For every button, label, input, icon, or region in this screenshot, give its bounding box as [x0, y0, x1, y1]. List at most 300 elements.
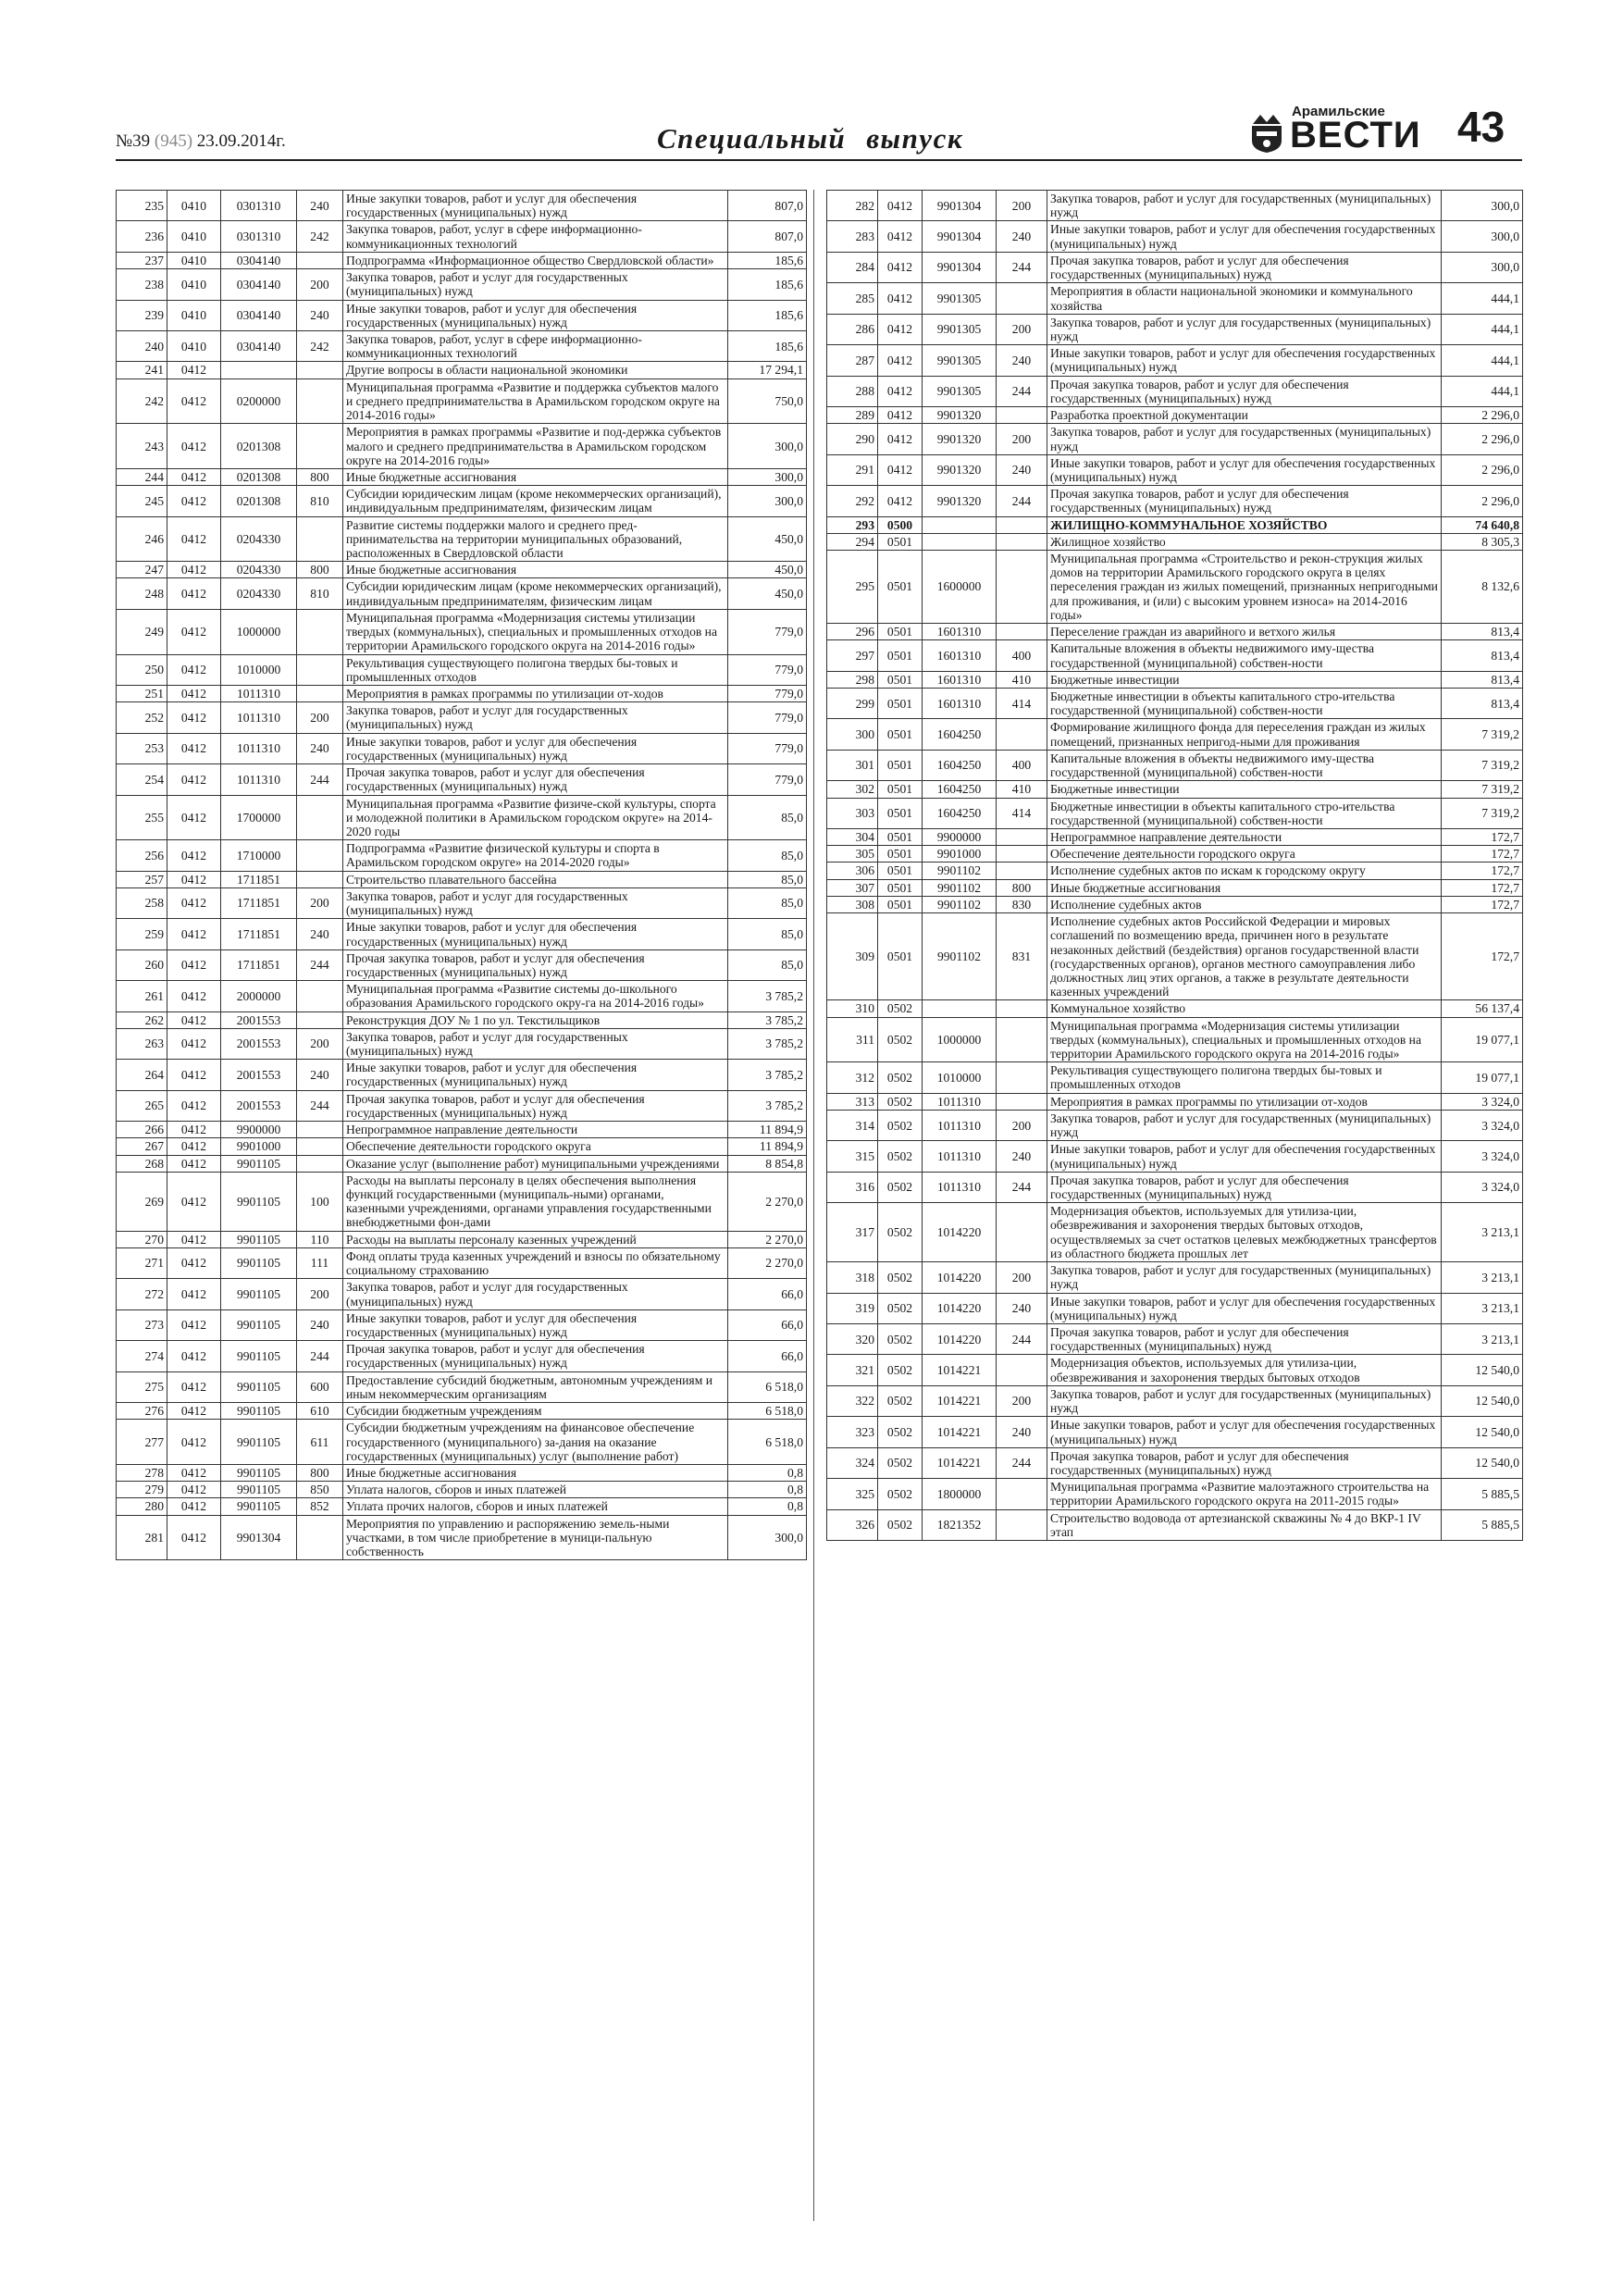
- target-code-cell: 0301310: [221, 221, 297, 252]
- expense-type-cell: 200: [297, 269, 343, 300]
- target-code-cell: 1600000: [923, 551, 997, 624]
- row-number-cell: 238: [117, 269, 167, 300]
- row-number-cell: 304: [827, 828, 878, 845]
- amount-cell: 172,7: [1442, 879, 1523, 896]
- target-code-cell: 9901304: [221, 1515, 297, 1560]
- expense-type-cell: 200: [997, 191, 1047, 221]
- amount-cell: 450,0: [728, 562, 807, 578]
- section-code-cell: 0412: [167, 1515, 221, 1560]
- row-number-cell: 300: [827, 719, 878, 750]
- amount-cell: 300,0: [1442, 191, 1523, 221]
- table-row: [827, 1509, 1523, 1540]
- item-name-cell: Строительство плавательного бассейна: [343, 871, 728, 887]
- expense-type-cell: 800: [297, 468, 343, 485]
- target-code-cell: 9901105: [221, 1279, 297, 1309]
- target-code-cell: 1011310: [923, 1172, 997, 1202]
- row-number-cell: 318: [827, 1262, 878, 1293]
- section-code-cell: 0502: [878, 1385, 923, 1416]
- target-code-cell: 9901305: [923, 345, 997, 376]
- item-name-cell: Муниципальная программа «Развитие физиче-ской культуры, спорта и молодежной политики в Арамильском городском округе» на 2014-2020 годы: [343, 795, 728, 840]
- column-divider: [813, 190, 814, 2221]
- amount-cell: 813,4: [1442, 640, 1523, 671]
- expense-type-cell: 110: [297, 1231, 343, 1247]
- expense-type-cell: [997, 1017, 1047, 1062]
- row-number-cell: 307: [827, 879, 878, 896]
- row-number-cell: 312: [827, 1062, 878, 1093]
- target-code-cell: 9900000: [923, 828, 997, 845]
- table-row: [827, 671, 1523, 688]
- target-code-cell: 1601310: [923, 640, 997, 671]
- target-code-cell: 9901102: [923, 879, 997, 896]
- target-code-cell: 1711851: [221, 871, 297, 887]
- table-row: [117, 1482, 807, 1498]
- table-row: [827, 314, 1523, 344]
- item-name-cell: Развитие системы поддержки малого и среднего пред-принимательства на территории муниципальных образований, расположенных в Свердловской области: [343, 516, 728, 562]
- amount-cell: 3 785,2: [728, 981, 807, 1011]
- amount-cell: 19 077,1: [1442, 1062, 1523, 1093]
- item-name-cell: Мероприятия по управлению и распоряжению земель-ными участками, в том числе приобретение в муници-пальную собственность: [343, 1515, 728, 1560]
- row-number-cell: 235: [117, 191, 167, 221]
- section-code-cell: 0501: [878, 863, 923, 879]
- amount-cell: 185,6: [728, 300, 807, 330]
- row-number-cell: 271: [117, 1247, 167, 1278]
- target-code-cell: 1014221: [923, 1447, 997, 1478]
- item-name-cell: Муниципальная программа «Модернизация системы утилизации твердых (коммунальных), специальных и промышленных отходов на территории Арамильского городского округа на 2014-2016 годы»: [1047, 1017, 1442, 1062]
- row-number-cell: 287: [827, 345, 878, 376]
- section-code-cell: 0412: [167, 1371, 221, 1402]
- amount-cell: 300,0: [728, 1515, 807, 1560]
- section-code-cell: 0412: [167, 1309, 221, 1340]
- section-code-cell: 0412: [167, 1279, 221, 1309]
- expense-type-cell: 200: [997, 1262, 1047, 1293]
- table-row: [117, 654, 807, 685]
- section-code-cell: 0412: [878, 252, 923, 282]
- table-row: [117, 840, 807, 871]
- expense-type-cell: 410: [997, 671, 1047, 688]
- target-code-cell: [923, 1000, 997, 1017]
- row-number-cell: 284: [827, 252, 878, 282]
- section-code-cell: 0502: [878, 1203, 923, 1262]
- item-name-cell: Прочая закупка товаров, работ и услуг для обеспечения государственных (муниципальных) нужд: [343, 1090, 728, 1121]
- expense-type-cell: 410: [997, 781, 1047, 798]
- amount-cell: 450,0: [728, 578, 807, 609]
- target-code-cell: 1800000: [923, 1479, 997, 1509]
- target-code-cell: 1011310: [923, 1093, 997, 1110]
- table-row: [117, 1515, 807, 1560]
- page-number: 43: [1457, 103, 1505, 151]
- row-number-cell: 296: [827, 624, 878, 640]
- item-name-cell: Рекультивация существующего полигона твердых бы-товых и промышленных отходов: [343, 654, 728, 685]
- target-code-cell: 0200000: [221, 379, 297, 424]
- table-row: [117, 269, 807, 300]
- table-row: [827, 879, 1523, 896]
- row-number-cell: 301: [827, 750, 878, 780]
- item-name-cell: Закупка товаров, работ и услуг для государственных (муниципальных) нужд: [343, 1028, 728, 1059]
- expense-type-cell: 200: [297, 1028, 343, 1059]
- amount-cell: 813,4: [1442, 689, 1523, 719]
- expense-type-cell: 240: [997, 1141, 1047, 1172]
- amount-cell: 807,0: [728, 221, 807, 252]
- amount-cell: 0,8: [728, 1482, 807, 1498]
- item-name-cell: Фонд оплаты труда казенных учреждений и взносы по обязательному социальному страхованию: [343, 1247, 728, 1278]
- item-name-cell: Иные закупки товаров, работ и услуг для обеспечения государственных (муниципальных) нужд: [1047, 1141, 1442, 1172]
- section-code-cell: 0412: [167, 686, 221, 702]
- row-number-cell: 321: [827, 1355, 878, 1385]
- table-row: [827, 640, 1523, 671]
- target-code-cell: 1014221: [923, 1417, 997, 1447]
- target-code-cell: 1010000: [923, 1062, 997, 1093]
- expense-type-cell: 800: [297, 1464, 343, 1481]
- item-name-cell: Прочая закупка товаров, работ и услуг для обеспечения государственных (муниципальных) нужд: [343, 949, 728, 980]
- table-row: [827, 221, 1523, 252]
- row-number-cell: 306: [827, 863, 878, 879]
- row-number-cell: 236: [117, 221, 167, 252]
- item-name-cell: Модернизация объектов, используемых для утилиза-ции, обезвреживания и захоронения твердых бытовых отходов: [1047, 1355, 1442, 1385]
- target-code-cell: 9901304: [923, 252, 997, 282]
- amount-cell: 185,6: [728, 269, 807, 300]
- row-number-cell: 249: [117, 609, 167, 654]
- expense-type-cell: [297, 1155, 343, 1172]
- amount-cell: 450,0: [728, 516, 807, 562]
- table-row: [117, 468, 807, 485]
- table-row: [117, 1155, 807, 1172]
- logo-top-text: Арамильские: [1292, 104, 1385, 119]
- row-number-cell: 295: [827, 551, 878, 624]
- amount-cell: 7 319,2: [1442, 798, 1523, 828]
- expense-type-cell: 850: [297, 1482, 343, 1498]
- section-code-cell: 0412: [167, 578, 221, 609]
- row-number-cell: 262: [117, 1011, 167, 1028]
- section-code-cell: 0412: [878, 191, 923, 221]
- section-code-cell: 0412: [167, 733, 221, 763]
- amount-cell: 6 518,0: [728, 1420, 807, 1465]
- section-code-cell: 0412: [167, 981, 221, 1011]
- row-number-cell: 242: [117, 379, 167, 424]
- expense-type-cell: 244: [297, 949, 343, 980]
- amount-cell: 6 518,0: [728, 1371, 807, 1402]
- row-number-cell: 245: [117, 486, 167, 516]
- row-number-cell: 273: [117, 1309, 167, 1340]
- expense-type-cell: 244: [297, 1090, 343, 1121]
- section-code-cell: 0412: [167, 424, 221, 469]
- section-code-cell: 0410: [167, 191, 221, 221]
- table-row: [827, 1323, 1523, 1354]
- amount-cell: 750,0: [728, 379, 807, 424]
- expense-type-cell: [297, 686, 343, 702]
- amount-cell: 8 305,3: [1442, 533, 1523, 550]
- item-name-cell: Капитальные вложения в объекты недвижимого иму-щества государственной (муниципальной) собствен-ности: [1047, 640, 1442, 671]
- section-code-cell: 0412: [878, 376, 923, 406]
- table-row: [827, 516, 1523, 533]
- row-number-cell: 265: [117, 1090, 167, 1121]
- target-code-cell: 9901305: [923, 283, 997, 314]
- target-code-cell: 1601310: [923, 689, 997, 719]
- item-name-cell: Закупка товаров, работ и услуг для государственных (муниципальных) нужд: [343, 269, 728, 300]
- table-row: [827, 191, 1523, 221]
- amount-cell: 779,0: [728, 702, 807, 733]
- expense-type-cell: [297, 252, 343, 268]
- item-name-cell: Закупка товаров, работ и услуг для государственных (муниципальных) нужд: [1047, 1262, 1442, 1293]
- expense-type-cell: 111: [297, 1247, 343, 1278]
- expense-type-cell: 100: [297, 1172, 343, 1231]
- target-code-cell: 1011310: [221, 686, 297, 702]
- amount-cell: 3 324,0: [1442, 1141, 1523, 1172]
- item-name-cell: Иные закупки товаров, работ и услуг для обеспечения государственных (муниципальных) нужд: [343, 919, 728, 949]
- table-row: [827, 1355, 1523, 1385]
- row-number-cell: 298: [827, 671, 878, 688]
- expense-type-cell: [997, 1355, 1047, 1385]
- expense-type-cell: [997, 828, 1047, 845]
- item-name-cell: Формирование жилищного фонда для переселения граждан из жилых помещений, признанных непригод-ными для проживания: [1047, 719, 1442, 750]
- target-code-cell: 9901105: [221, 1172, 297, 1231]
- expense-type-cell: 810: [297, 486, 343, 516]
- expense-type-cell: 244: [997, 486, 1047, 516]
- amount-cell: 2 296,0: [1442, 486, 1523, 516]
- item-name-cell: Мероприятия в рамках программы «Развитие и под-держка субъектов малого и среднего предпринимательства в Арамильском городском округе на 2014-2016 годы»: [343, 424, 728, 469]
- table-row: [827, 798, 1523, 828]
- item-name-cell: Исполнение судебных актов по искам к городскому округу: [1047, 863, 1442, 879]
- section-code-cell: 0412: [167, 1172, 221, 1231]
- section-code-cell: 0412: [167, 1464, 221, 1481]
- amount-cell: 11 894,9: [728, 1122, 807, 1138]
- table-row: [117, 981, 807, 1011]
- section-code-cell: 0501: [878, 828, 923, 845]
- target-code-cell: 9901105: [221, 1403, 297, 1420]
- amount-cell: 172,7: [1442, 896, 1523, 912]
- item-name-cell: Исполнение судебных актов: [1047, 896, 1442, 912]
- section-code-cell: 0502: [878, 1172, 923, 1202]
- section-code-cell: 0412: [167, 887, 221, 918]
- expense-type-cell: [297, 362, 343, 379]
- expense-type-cell: 244: [297, 1341, 343, 1371]
- amount-cell: 0,8: [728, 1464, 807, 1481]
- table-row: [827, 913, 1523, 1000]
- row-number-cell: 261: [117, 981, 167, 1011]
- amount-cell: 11 894,9: [728, 1138, 807, 1155]
- section-code-cell: 0501: [878, 533, 923, 550]
- row-number-cell: 264: [117, 1060, 167, 1090]
- table-row: [117, 871, 807, 887]
- row-number-cell: 248: [117, 578, 167, 609]
- table-row: [117, 764, 807, 795]
- target-code-cell: 9901320: [923, 486, 997, 516]
- target-code-cell: 2001553: [221, 1028, 297, 1059]
- item-name-cell: Мероприятия в области национальной экономики и коммунального хозяйства: [1047, 283, 1442, 314]
- row-number-cell: 241: [117, 362, 167, 379]
- section-code-cell: 0410: [167, 221, 221, 252]
- expense-type-cell: 414: [997, 689, 1047, 719]
- item-name-cell: Модернизация объектов, используемых для утилиза-ции, обезвреживания и захоронения твердых бытовых отходов, осуществляемых за счет остатков целевых межбюджетных трансфертов из областного бюджета прошлых лет: [1047, 1203, 1442, 1262]
- target-code-cell: 9901320: [923, 454, 997, 485]
- section-code-cell: 0501: [878, 879, 923, 896]
- item-name-cell: Уплата прочих налогов, сборов и иных платежей: [343, 1498, 728, 1515]
- expense-type-cell: [997, 516, 1047, 533]
- target-code-cell: 1710000: [221, 840, 297, 871]
- item-name-cell: Иные закупки товаров, работ и услуг для обеспечения государственных (муниципальных) нужд: [1047, 221, 1442, 252]
- expense-type-cell: 244: [997, 1172, 1047, 1202]
- row-number-cell: 325: [827, 1479, 878, 1509]
- issue-info: [116, 131, 286, 152]
- section-code-cell: 0412: [167, 379, 221, 424]
- table-row: [827, 689, 1523, 719]
- expense-type-cell: 400: [997, 640, 1047, 671]
- amount-cell: 172,7: [1442, 863, 1523, 879]
- table-row: [827, 486, 1523, 516]
- target-code-cell: 1604250: [923, 719, 997, 750]
- target-code-cell: 2001553: [221, 1060, 297, 1090]
- target-code-cell: 9900000: [221, 1122, 297, 1138]
- section-code-cell: 0410: [167, 252, 221, 268]
- item-name-cell: Бюджетные инвестиции: [1047, 781, 1442, 798]
- item-name-cell: Бюджетные инвестиции в объекты капитального стро-ительства государственной (муниципальной) собствен-ности: [1047, 798, 1442, 828]
- amount-cell: 85,0: [728, 887, 807, 918]
- row-number-cell: 260: [117, 949, 167, 980]
- amount-cell: 85,0: [728, 871, 807, 887]
- table-row: [827, 1417, 1523, 1447]
- amount-cell: 2 270,0: [728, 1172, 807, 1231]
- expense-type-cell: 810: [297, 578, 343, 609]
- table-row: [117, 919, 807, 949]
- table-row: [827, 1000, 1523, 1017]
- section-code-cell: 0412: [878, 283, 923, 314]
- amount-cell: 779,0: [728, 609, 807, 654]
- section-code-cell: 0501: [878, 624, 923, 640]
- target-code-cell: 0201308: [221, 486, 297, 516]
- page-header: [116, 102, 1522, 157]
- amount-cell: 7 319,2: [1442, 719, 1523, 750]
- expense-type-cell: 240: [297, 1309, 343, 1340]
- target-code-cell: 9901105: [221, 1498, 297, 1515]
- expense-type-cell: 200: [297, 702, 343, 733]
- row-number-cell: 297: [827, 640, 878, 671]
- amount-cell: 300,0: [728, 424, 807, 469]
- table-row: [827, 624, 1523, 640]
- table-row: [827, 1110, 1523, 1140]
- issue-number: №39: [116, 131, 151, 151]
- table-row: [827, 1479, 1523, 1509]
- table-row: [117, 1341, 807, 1371]
- row-number-cell: 240: [117, 330, 167, 361]
- budget-table-left: [116, 190, 807, 1560]
- table-row: [117, 379, 807, 424]
- section-code-cell: 0412: [167, 1090, 221, 1121]
- section-code-cell: 0412: [167, 919, 221, 949]
- target-code-cell: 1014221: [923, 1385, 997, 1416]
- expense-type-cell: 611: [297, 1420, 343, 1465]
- expense-type-cell: [297, 1122, 343, 1138]
- amount-cell: 444,1: [1442, 345, 1523, 376]
- logo-main-text: ВЕСТИ: [1290, 115, 1421, 155]
- expense-type-cell: 242: [297, 330, 343, 361]
- amount-cell: 8 854,8: [728, 1155, 807, 1172]
- expense-type-cell: [297, 609, 343, 654]
- table-row: [827, 863, 1523, 879]
- amount-cell: 444,1: [1442, 314, 1523, 344]
- table-row: [117, 516, 807, 562]
- section-code-cell: 0412: [167, 764, 221, 795]
- amount-cell: 172,7: [1442, 846, 1523, 863]
- amount-cell: 3 785,2: [728, 1090, 807, 1121]
- row-number-cell: 302: [827, 781, 878, 798]
- section-code-cell: 0501: [878, 781, 923, 798]
- table-row: [117, 300, 807, 330]
- target-code-cell: 9901000: [923, 846, 997, 863]
- expense-type-cell: 200: [997, 424, 1047, 454]
- item-name-cell: Прочая закупка товаров, работ и услуг для обеспечения государственных (муниципальных) нужд: [1047, 1323, 1442, 1354]
- section-code-cell: 0502: [878, 1110, 923, 1140]
- item-name-cell: Иные закупки товаров, работ и услуг для обеспечения государственных (муниципальных) нужд: [1047, 345, 1442, 376]
- row-number-cell: 311: [827, 1017, 878, 1062]
- amount-cell: 3 785,2: [728, 1028, 807, 1059]
- item-name-cell: Закупка товаров, работ и услуг для государственных (муниципальных) нужд: [1047, 1385, 1442, 1416]
- expense-type-cell: 600: [297, 1371, 343, 1402]
- target-code-cell: 0304140: [221, 330, 297, 361]
- amount-cell: 17 294,1: [728, 362, 807, 379]
- amount-cell: 3 213,1: [1442, 1262, 1523, 1293]
- expense-type-cell: [297, 654, 343, 685]
- item-name-cell: Непрограммное направление деятельности: [343, 1122, 728, 1138]
- target-code-cell: 9901105: [221, 1420, 297, 1465]
- row-number-cell: 277: [117, 1420, 167, 1465]
- item-name-cell: Субсидии юридическим лицам (кроме некоммерческих организаций), индивидуальным предпринимателям, физическим лицам: [343, 486, 728, 516]
- expense-type-cell: 244: [997, 376, 1047, 406]
- expense-type-cell: [997, 1203, 1047, 1262]
- item-name-cell: Иные закупки товаров, работ и услуг для обеспечения государственных (муниципальных) нужд: [343, 191, 728, 221]
- amount-cell: 172,7: [1442, 828, 1523, 845]
- table-row: [827, 1385, 1523, 1416]
- section-code-cell: 0412: [878, 314, 923, 344]
- section-code-cell: 0412: [167, 1122, 221, 1138]
- table-row: [827, 896, 1523, 912]
- expense-type-cell: 852: [297, 1498, 343, 1515]
- section-code-cell: 0410: [167, 269, 221, 300]
- amount-cell: 85,0: [728, 840, 807, 871]
- expense-type-cell: 240: [997, 221, 1047, 252]
- amount-cell: 8 132,6: [1442, 551, 1523, 624]
- target-code-cell: 0304140: [221, 300, 297, 330]
- item-name-cell: Обеспечение деятельности городского округа: [1047, 846, 1442, 863]
- table-row: [827, 283, 1523, 314]
- table-row: [827, 846, 1523, 863]
- item-name-cell: Иные бюджетные ассигнования: [343, 562, 728, 578]
- table-row: [827, 1093, 1523, 1110]
- section-code-cell: 0412: [878, 454, 923, 485]
- target-code-cell: 9901105: [221, 1482, 297, 1498]
- item-name-cell: Переселение граждан из аварийного и ветхого жилья: [1047, 624, 1442, 640]
- target-code-cell: 9901000: [221, 1138, 297, 1155]
- section-code-cell: 0502: [878, 1262, 923, 1293]
- item-name-cell: Прочая закупка товаров, работ и услуг для обеспечения государственных (муниципальных) нужд: [1047, 486, 1442, 516]
- amount-cell: 0,8: [728, 1498, 807, 1515]
- section-code-cell: 0501: [878, 671, 923, 688]
- expense-type-cell: 800: [997, 879, 1047, 896]
- section-code-cell: 0412: [878, 424, 923, 454]
- expense-type-cell: [297, 795, 343, 840]
- expense-type-cell: [297, 840, 343, 871]
- table-row: [117, 949, 807, 980]
- section-code-cell: 0412: [167, 1498, 221, 1515]
- row-number-cell: 257: [117, 871, 167, 887]
- item-name-cell: Жилищное хозяйство: [1047, 533, 1442, 550]
- amount-cell: 300,0: [1442, 221, 1523, 252]
- section-code-cell: 0502: [878, 1509, 923, 1540]
- expense-type-cell: [997, 1093, 1047, 1110]
- expense-type-cell: 244: [997, 252, 1047, 282]
- target-code-cell: 1014220: [923, 1203, 997, 1262]
- item-name-cell: Закупка товаров, работ и услуг для государственных (муниципальных) нужд: [1047, 1110, 1442, 1140]
- section-code-cell: 0412: [167, 1028, 221, 1059]
- amount-cell: 85,0: [728, 919, 807, 949]
